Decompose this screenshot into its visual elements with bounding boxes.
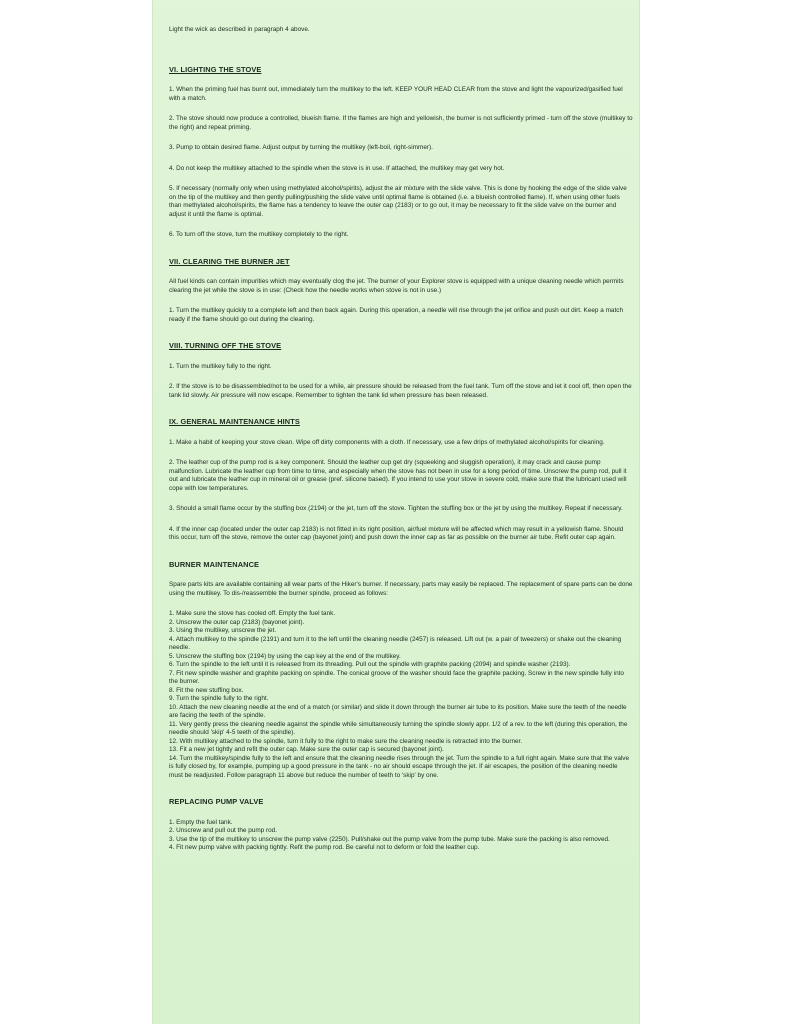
list-item: 10. Attach the new cleaning needle at the end of a match (or similar) and slide it down through the burner air tube to its position. Make sure the teeth of the needle are facing the teeth of the spindle.: [169, 703, 627, 719]
list-item: 2. Unscrew the outer cap (2183) (bayonet joint).: [169, 618, 305, 626]
section-heading: BURNER MAINTENANCE: [169, 559, 260, 569]
list-item: 12. With multikey attached to the spindle, turn it fully to the right to make sure the cleaning needle is retracted into the burner.: [169, 737, 523, 745]
paragraph: All fuel kinds can contain impurities which may eventually clog the jet. The burner of your Explorer stove is equipped with a unique cleaning needle which permits clearing the jet while the stove is in use: (Check how the needle works when stove is not in use.): [169, 278, 624, 294]
paragraph: 2. The leather cup of the pump rod is a key component. Should the leather cup get dry (squeeking and sluggish operation), it may crack and cause pump malfunction. Lubricate the leather cup from time to time, and especially when the stove has not been in use for a long period of time. Unscrew the pump rod, pull it out and lubricate the leather cup in mineral oil or grease (pref. silicone based). If you intend to use your stove in severe cold, make sure that the lubricant used will cope with low temperatures.: [169, 459, 627, 492]
section-heading: IX. GENERAL MAINTENANCE HINTS: [169, 417, 300, 426]
list-item: 3. Using the multikey, unscrew the jet.: [169, 627, 277, 634]
section-lighting-the-stove: [169, 66, 633, 240]
document-body: [169, 26, 633, 871]
list-item: 1. Empty the fuel tank.: [169, 818, 233, 826]
list-item: 5. Unscrew the stuffing box (2194) by using the cap key at the end of the multikey.: [169, 652, 401, 660]
paragraph: 1. Turn the multikey fully to the right.: [169, 362, 272, 370]
steps-list: [169, 610, 633, 780]
list-item: 3. Use the tip of the multikey to unscrew the pump valve (2250). Pull/shake out the pump valve from the pump tube. Make sure the packing is also removed.: [169, 835, 610, 843]
paragraph: 1. When the priming fuel has burnt out, immediately turn the multikey to the left. KEEP YOUR HEAD CLEAR from the stove and light the vapourized/gasified fuel with a match.: [169, 86, 623, 102]
list-item: 2. Unscrew and pull out the pump rod.: [169, 827, 277, 834]
paragraph: 2. The stove should now produce a controlled, blueish flame. If the flames are high and yellowish, the burner is not sufficiently primed - turn off the stove (multikey to the right) and repeat priming.: [169, 115, 633, 131]
paragraph: 1. Turn the multikey quickly to a complete left and then back again. During this operation, a needle will rise through the jet orifice and push out dirt. Keep a match ready if the flame should go out during the clearing.: [169, 307, 623, 323]
list-item: 6. Turn the spindle to the left until it is released from its threading. Pull out the spindle with graphite packing (2094) and spindle washer (2193).: [169, 661, 571, 668]
list-item: 1. Make sure the stove has cooled off. Empty the fuel tank.: [169, 610, 336, 617]
section-heading: REPLACING PUMP VALVE: [169, 797, 264, 806]
section-heading: VIII. TURNING OFF THE STOVE: [169, 341, 282, 350]
list-item: 7. Fit new spindle washer and graphite packing on spindle. The conical groove of the washer should face the graphite packing. Screw in the new spindle fully into the burner.: [169, 669, 624, 685]
paragraph: 3. Pump to obtain desired flame. Adjust output by turning the multikey (left-boil, right-simmer).: [169, 144, 433, 151]
list-item: 4. Fit new pump valve with packing tightly. Refit the pump rod. Be careful not to deform or fold the leather cup.: [169, 844, 480, 851]
list-item: 14. Turn the multikey/spindle fully to the left and ensure that the cleaning needle rises through the jet. Turn the spindle to a full right again. Make sure that the valve is fully closed by, for example, pumping up a good pressure in the tank - no air should escape through the jet. If air escapes, the position of the cleaning needle must be readjusted. Follow paragraph 11 above but reduce the number of teeth to 'skip' by one.: [169, 754, 630, 779]
list-item: 8. Fit the new stuffing box.: [169, 686, 244, 694]
paragraph: 6. To turn off the stove, turn the multikey completely to the right.: [169, 231, 349, 238]
paragraph: 2. If the stove is to be disassembled/not to be used for a while, air pressure should be released from the fuel tank. Turn off the stove and let it cool off, then open the tank lid slowly. Air pressure will now escape. Remember to tighten the tank lid when pressure has been released.: [169, 383, 632, 399]
instruction-sheet: [152, 0, 640, 1024]
section-heading: VII. CLEARING THE BURNER JET: [169, 256, 290, 266]
section-burner-maintenance: [169, 561, 633, 781]
paragraph: 3. Should a small flame occur by the stuffing box (2194) or the jet, turn off the stove. Tighten the stuffing box or the jet by using the multikey. Repeat if necessary.: [169, 505, 623, 512]
intro-line: Light the wick as described in paragraph 4 above.: [169, 26, 310, 33]
paragraph: Spare parts kits are available containing all wear parts of the Hiker's burner. If necessary, parts may easily be replaced. The replacement of spare parts can be done using the multikey. To dis-/reassemble the burner spindle, proceed as follows:: [169, 581, 633, 597]
steps-list: [169, 819, 633, 853]
list-item: 9. Turn the spindle fully to the right.: [169, 695, 269, 702]
paragraph: 5. If necessary (normally only when using methylated alcohol/spirits), adjust the air mixture with the slide valve. This is done by hooking the edge of the slide valve on the tip of the multikey and then gently pulling/pushing the slide valve until optimal flame is obtained (i.e. a blueish controlled flame). If, when using other fuels than methylated alcohol/spirits, the flame has a tendency to leave the outer cap (2183) or to go out, it may be necessary to fit the slide valve on the burner and adjust it until the flame is optimal.: [169, 185, 627, 218]
paragraph: 1. Make a habit of keeping your stove clean. Wipe off dirty components with a cloth. If necessary, use a few drips of methylated alcohol/spirits for cleaning.: [169, 438, 605, 446]
list-item: 4. Attach multikey to the spindle (2191) and turn it to the left until the cleaning needle (2457) is released. Lift out (w. a pair of tweezers) or shake out the cleaning needle.: [169, 635, 622, 651]
section-heading: VI. LIGHTING THE STOVE: [169, 64, 262, 74]
section-general-maintenance-hints: [169, 418, 633, 543]
paragraph: 4. Do not keep the multikey attached to the spindle when the stove is in use. If attached, the multikey may get very hot.: [169, 164, 505, 172]
paragraph: 4. If the inner cap (located under the outer cap 2183) is not fitted in its right position, air/fuel mixture will be affected which may result in a yellowish flame. Should this occur, turn off the stove, remove the outer cap (bayonet joint) and push down the inner cap as far as possible on the burner air tube. Refit outer cap again.: [169, 525, 624, 541]
list-item: 11. Very gently press the cleaning needle against the spindle while simultaneously turning the spindle slowly appr. 1/2 of a rev. to the left (during this operation, the needle should 'skip' 4-5 teeth of the spindle).: [169, 720, 628, 736]
list-item: 13. Fit a new jet tightly and refit the outer cap. Make sure the outer cap is secured (bayonet joint).: [169, 746, 444, 753]
section-replacing-pump-valve: [169, 798, 633, 853]
section-turning-off-the-stove: [169, 342, 633, 400]
section-clearing-the-burner-jet: [169, 258, 633, 325]
